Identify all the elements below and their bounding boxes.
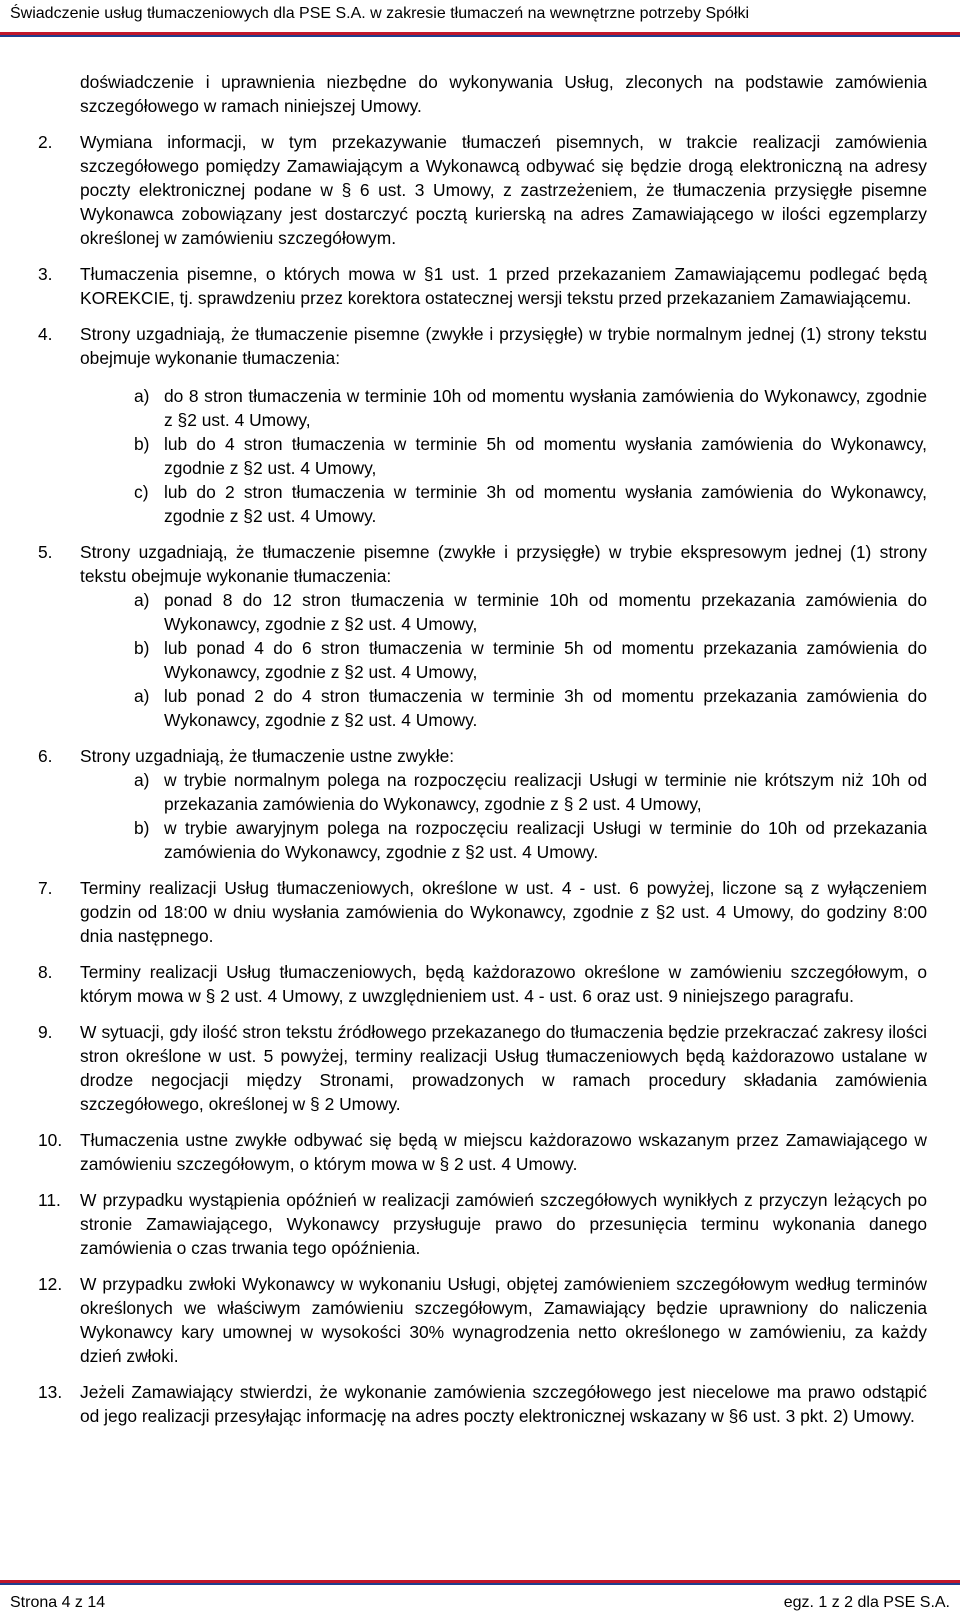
list-item [0, 744, 960, 864]
item-body [80, 540, 927, 732]
sub-item-text: lub do 4 stron tłumaczenia w terminie 5h od momentu wysłania zamówienia do Wykonawcy, zgodnie z §2 ust. 4 Umowy, [164, 434, 927, 478]
sub-item [0, 684, 927, 732]
sub-item [0, 432, 927, 480]
item-body [80, 876, 927, 948]
item-number: 5. [38, 542, 53, 562]
item-number: 7. [38, 878, 53, 898]
copy-label: egz. 1 z 2 dla PSE S.A. [783, 1594, 950, 1611]
sub-item [0, 384, 927, 432]
header-rule-blue [0, 35, 960, 37]
item-number: 13. [38, 1382, 63, 1402]
item-body [80, 1128, 927, 1176]
sub-item-text: w trybie normalnym polega na rozpoczęciu realizacji Usługi w terminie nie krótszym niż 10h od przekazania zamówienia do Wykonawcy, zgodnie z § 2 ust. 4 Umowy, [164, 770, 927, 814]
item-text: W sytuacji, gdy ilość stron tekstu źródłowego przekazanego do tłumaczenia będzie przekraczać zakresy ilości stron określone w ust. 5 powyżej, terminy realizacji Usług tłumaczeniowych będą każdorazowo ustalane w drodze negocjacji między Stronami, prowadzonych w ramach procedury składania zamówienia szczegółowego, określonej w § 2 Umowy. [80, 1022, 927, 1114]
item-body [80, 262, 927, 310]
item-number: 3. [38, 264, 53, 284]
sub-list [0, 768, 927, 864]
item-text: Strony uzgadniają, że tłumaczenie ustne zwykłe: [80, 746, 455, 766]
sub-item [0, 768, 927, 816]
list-item [0, 322, 960, 528]
list-item [0, 1020, 960, 1116]
item-body [80, 744, 927, 864]
lead-paragraph: doświadczenie i uprawnienia niezbędne do wykonywania Usług, zleconych na podstawie zamówienia szczegółowego w ramach niniejszej Umowy. [80, 72, 927, 116]
item-number: 11. [38, 1190, 61, 1210]
list-item [0, 1380, 960, 1428]
item-text: Tłumaczenia pisemne, o których mowa w §1 ust. 1 przed przekazaniem Zamawiającemu podlegać będą KOREKCIE, tj. sprawdzeniu przez korektora ostatecznej wersji tekstu przed przekazaniem Zamawiającemu. [80, 264, 927, 308]
page-header: Świadczenie usług tłumaczeniowych dla PSE S.A. w zakresie tłumaczeń na wewnętrzne potrzeby Spółki [10, 5, 750, 22]
list-item [0, 1272, 960, 1368]
item-text: Jeżeli Zamawiający stwierdzi, że wykonanie zamówienia szczegółowego jest niecelowe ma prawo odstąpić od jego realizacji przesyłając informację na adres poczty elektronicznej wskazany w §6 ust. 3 pkt. 2) Umowy. [80, 1382, 927, 1426]
sub-item-letter: c) [134, 482, 149, 502]
item-body [80, 1188, 927, 1260]
sub-item-letter: b) [134, 818, 150, 838]
sub-item-letter: a) [134, 590, 150, 610]
sub-item [0, 588, 927, 636]
item-number: 8. [38, 962, 53, 982]
sub-item-text: lub ponad 4 do 6 stron tłumaczenia w terminie 5h od momentu przekazania zamówienia do Wykonawcy, zgodnie z §2 ust. 4 Umowy, [164, 638, 927, 682]
item-number: 2. [38, 132, 53, 152]
item-number: 4. [38, 324, 53, 344]
list-item [0, 130, 960, 250]
list-item [0, 1188, 960, 1260]
sub-item [0, 480, 927, 528]
sub-item-text: lub ponad 2 do 4 stron tłumaczenia w terminie 3h od momentu przekazania zamówienia do Wykonawcy, zgodnie z §2 ust. 4 Umowy. [164, 686, 927, 730]
sub-list [0, 384, 927, 528]
item-number: 9. [38, 1022, 53, 1042]
item-text: Terminy realizacji Usług tłumaczeniowych, będą każdorazowo określone w zamówieniu szczegółowym, o którym mowa w § 2 ust. 4 Umowy, z uwzględnieniem ust. 4 - ust. 6 oraz ust. 9 niniejszego paragrafu. [80, 962, 927, 1006]
sub-item-letter: a) [134, 386, 150, 406]
list-item [0, 1128, 960, 1176]
sub-item-text: lub do 2 stron tłumaczenia w terminie 3h od momentu wysłania zamówienia do Wykonawcy, zgodnie z §2 ust. 4 Umowy. [164, 482, 927, 526]
sub-item-letter: a) [134, 686, 150, 706]
list-item [0, 960, 960, 1008]
item-number: 12. [38, 1274, 63, 1294]
item-text: Terminy realizacji Usług tłumaczeniowych, określone w ust. 4 - ust. 6 powyżej, liczone są z wyłączeniem godzin od 18:00 w dniu wysłania zamówienia do Wykonawcy, zgodnie z §2 ust. 4 Umowy, do godziny 8:00 dnia następnego. [80, 878, 927, 946]
list-item [0, 876, 960, 948]
item-text: Strony uzgadniają, że tłumaczenie pisemne (zwykłe i przysięgłe) w trybie ekspresowym jednej (1) strony tekstu obejmuje wykonanie tłumaczenia: [80, 542, 927, 586]
item-number: 10. [38, 1130, 63, 1150]
sub-item [0, 636, 927, 684]
sub-item-text: do 8 stron tłumaczenia w terminie 10h od momentu wysłania zamówienia do Wykonawcy, zgodnie z §2 ust. 4 Umowy, [164, 386, 927, 430]
sub-item [0, 816, 927, 864]
item-body [80, 130, 927, 250]
item-text: Wymiana informacji, w tym przekazywanie tłumaczeń pisemnych, w trakcie realizacji zamówienia szczegółowego pomiędzy Zamawiającym a Wykonawcą odbywać się będzie drogą elektroniczną na adresy poczty elektronicznej podane w § 6 ust. 3 Umowy, z zastrzeżeniem, że tłumaczenia przysięgłe pisemne Wykonawca zobowiązany jest dostarczyć pocztą kurierską na adres Zamawiającego w ilości egzemplarzy określonej w zamówieniu szczegółowym. [80, 132, 927, 248]
item-text: Strony uzgadniają, że tłumaczenie pisemne (zwykłe i przysięgłe) w trybie normalnym jednej (1) strony tekstu obejmuje wykonanie tłumaczenia: [80, 324, 927, 368]
item-body [80, 1380, 927, 1428]
list-item [0, 540, 960, 732]
item-body [80, 1272, 927, 1368]
page-number: Strona 4 z 14 [10, 1594, 106, 1611]
sub-item-text: ponad 8 do 12 stron tłumaczenia w terminie 10h od momentu przekazania zamówienia do Wykonawcy, zgodnie z §2 ust. 4 Umowy, [164, 590, 927, 634]
footer-rule-blue [0, 1583, 960, 1585]
sub-item-letter: b) [134, 434, 150, 454]
item-text: W przypadku wystąpienia opóźnień w realizacji zamówień szczegółowych wynikłych z przyczyn leżących po stronie Zamawiającego, Wykonawcy przysługuje prawo do przesunięcia terminu wykonania danego zamówienia o czas trwania tego opóźnienia. [80, 1190, 927, 1258]
item-text: Tłumaczenia ustne zwykłe odbywać się będą w miejscu każdorazowo wskazanym przez Zamawiającego w zamówieniu szczegółowym, o którym mowa w § 2 ust. 4 Umowy. [80, 1130, 927, 1174]
item-body [80, 960, 927, 1008]
item-text: W przypadku zwłoki Wykonawcy w wykonaniu Usługi, objętej zamówieniem szczegółowym według terminów określonych we właściwym zamówieniu szczegółowym, Zamawiający będzie uprawniony do naliczenia Wykonawcy kary umownej w wysokości 30% wynagrodzenia netto określonego w zamówieniu, za każdy dzień zwłoki. [80, 1274, 927, 1366]
list-item [0, 262, 960, 310]
item-body [80, 322, 927, 528]
sub-item-letter: b) [134, 638, 150, 658]
sub-item-text: w trybie awaryjnym polega na rozpoczęciu realizacji Usługi w terminie do 10h od przekazania zamówienia do Wykonawcy, zgodnie z §2 ust. 4 Umowy. [164, 818, 927, 862]
item-number: 6. [38, 746, 53, 766]
item-body [80, 1020, 927, 1116]
sub-list [0, 588, 927, 732]
sub-item-letter: a) [134, 770, 150, 790]
document-body [0, 70, 960, 1440]
